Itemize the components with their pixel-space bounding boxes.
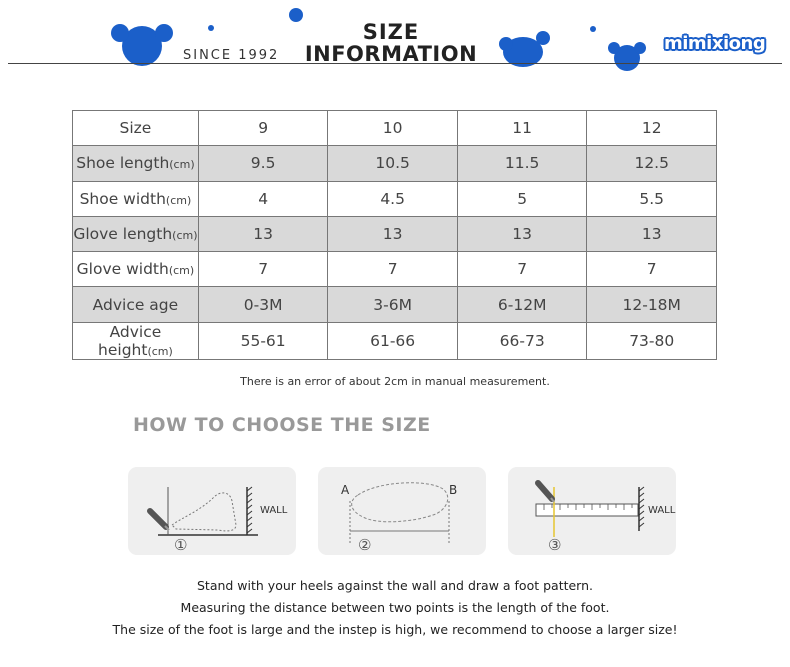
table-cell: 12.5 xyxy=(587,146,717,181)
table-cell: 61-66 xyxy=(328,322,458,359)
row-label: Size xyxy=(119,119,152,138)
row-header xyxy=(73,252,199,287)
table-cell: 13 xyxy=(198,216,328,251)
table-cell: 66-73 xyxy=(457,322,587,359)
table-cell: 7 xyxy=(457,252,587,287)
row-label: Advice height xyxy=(98,322,162,359)
step-number-2: ② xyxy=(358,536,372,554)
bear-head-left-icon xyxy=(111,24,173,66)
table-cell: 10.5 xyxy=(328,146,458,181)
row-unit: (cm) xyxy=(168,264,195,278)
foot-outline-illustration xyxy=(318,467,486,555)
how-to-title: HOW TO CHOOSE THE SIZE xyxy=(133,414,431,436)
step-card-1 xyxy=(128,467,296,555)
table-cell: 3-6M xyxy=(328,287,458,322)
step-number-1: ① xyxy=(174,536,188,554)
title-line1: SIZE xyxy=(362,20,420,44)
table-cell: 7 xyxy=(328,252,458,287)
dot-small-icon xyxy=(590,26,596,32)
point-b-label: B xyxy=(449,483,458,497)
dot-large-icon xyxy=(289,8,303,22)
instruction-line-1: Stand with your heels against the wall and draw a foot pattern. xyxy=(196,578,593,593)
table-cell: 12 xyxy=(587,111,717,146)
table-cell: 0-3M xyxy=(198,287,328,322)
table-cell: 55-61 xyxy=(198,322,328,359)
row-header xyxy=(73,146,199,181)
point-a-label: A xyxy=(341,483,350,497)
row-header xyxy=(73,287,199,322)
table-cell: 11 xyxy=(457,111,587,146)
step-number-3: ③ xyxy=(548,536,562,554)
table-cell: 13 xyxy=(587,216,717,251)
table-cell: 12-18M xyxy=(587,287,717,322)
row-header xyxy=(73,322,199,359)
row-unit: (cm) xyxy=(147,344,173,358)
table-cell: 10 xyxy=(328,111,458,146)
table-row xyxy=(73,146,717,181)
row-label: Glove width xyxy=(76,260,169,279)
table-cell: 13 xyxy=(328,216,458,251)
table-cell: 7 xyxy=(587,252,717,287)
table-cell: 13 xyxy=(457,216,587,251)
row-header xyxy=(73,111,199,146)
row-label: Advice age xyxy=(92,295,179,314)
table-cell: 7 xyxy=(198,252,328,287)
bear-head-right-icon xyxy=(608,42,646,71)
brand-logo: mimixiong xyxy=(664,33,766,54)
table-cell: 11.5 xyxy=(457,146,587,181)
table-cell: 9 xyxy=(198,111,328,146)
table-row xyxy=(73,322,717,359)
table-row xyxy=(73,287,717,322)
measurement-note: There is an error of about 2cm in manual measurement. xyxy=(240,375,550,388)
table-cell: 73-80 xyxy=(587,322,717,359)
dot-small-icon xyxy=(208,25,214,31)
row-label: Shoe length xyxy=(76,154,170,173)
step-card-2 xyxy=(318,467,486,555)
step-card-3 xyxy=(508,467,676,555)
table-row xyxy=(73,252,717,287)
table-row xyxy=(73,181,717,216)
since-text: SINCE 1992 xyxy=(183,48,280,63)
table-cell: 4.5 xyxy=(328,181,458,216)
row-label: Glove length xyxy=(73,225,173,244)
row-header xyxy=(73,181,199,216)
wall-label: WALL xyxy=(260,505,288,516)
table-row xyxy=(73,111,717,146)
table-cell: 9.5 xyxy=(198,146,328,181)
table-cell: 5 xyxy=(457,181,587,216)
row-label: Shoe width xyxy=(79,189,166,208)
page-title xyxy=(296,22,486,65)
instruction-line-2: Measuring the distance between two points is the length of the foot. xyxy=(180,600,610,615)
wall-label: WALL xyxy=(648,505,676,516)
row-unit: (cm) xyxy=(172,229,198,243)
bear-head-middle-icon xyxy=(499,31,550,67)
row-unit: (cm) xyxy=(165,193,192,207)
header xyxy=(0,0,790,80)
table-cell: 6-12M xyxy=(457,287,587,322)
table-cell: 4 xyxy=(198,181,328,216)
table-row xyxy=(73,216,717,251)
row-header xyxy=(73,216,199,251)
size-table xyxy=(72,110,717,360)
table-cell: 5.5 xyxy=(587,181,717,216)
row-unit: (cm) xyxy=(169,158,195,172)
instruction-line-3: The size of the foot is large and the instep is high, we recommend to choose a larger size! xyxy=(112,622,678,637)
title-line2: INFORMATION xyxy=(304,42,478,66)
